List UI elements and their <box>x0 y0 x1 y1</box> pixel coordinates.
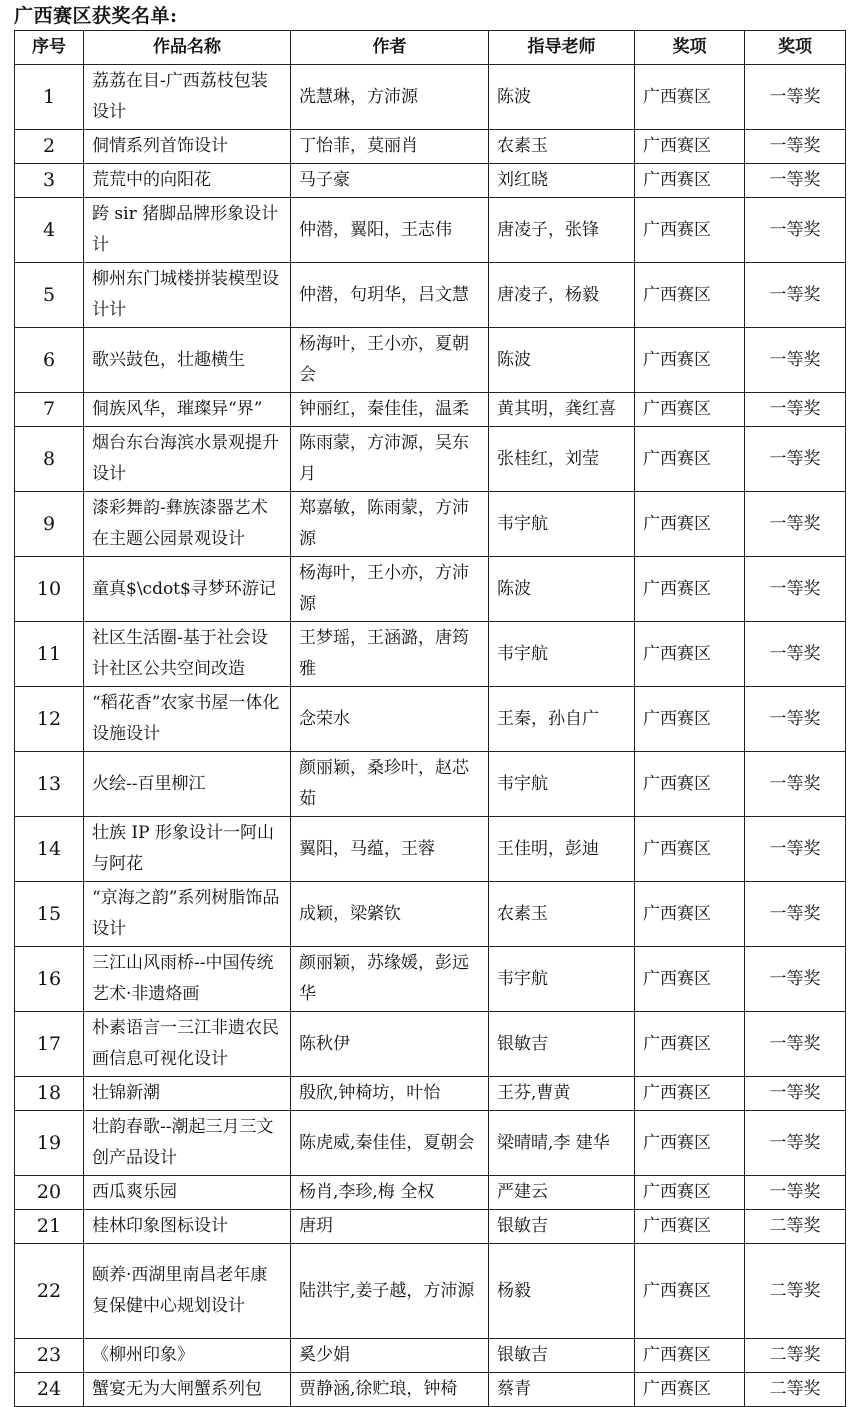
cell-work-title: 壮韵春歌--潮起三月三文创产品设计 <box>84 1111 291 1176</box>
cell-work-title: 火绘--百里柳江 <box>84 752 291 817</box>
cell-region: 广西赛区 <box>635 1012 745 1077</box>
cell-advisor: 陈波 <box>489 65 635 130</box>
table-row <box>15 1210 846 1244</box>
cell-authors: 杨海叶，王小亦，夏朝会 <box>291 328 489 393</box>
cell-award: 一等奖 <box>745 817 846 882</box>
cell-authors: 马子豪 <box>291 164 489 198</box>
cell-region: 广西赛区 <box>635 817 745 882</box>
cell-award: 二等奖 <box>745 1339 846 1373</box>
cell-advisor: 张桂红，刘莹 <box>489 427 635 492</box>
cell-authors: 陈秋伊 <box>291 1012 489 1077</box>
cell-authors: 念荣水 <box>291 687 489 752</box>
cell-award: 一等奖 <box>745 164 846 198</box>
cell-authors: 郑嘉敏，陈雨蒙，方沛源 <box>291 492 489 557</box>
cell-award: 一等奖 <box>745 393 846 427</box>
cell-advisor: 唐凌子，张锋 <box>489 198 635 263</box>
cell-award: 一等奖 <box>745 198 846 263</box>
column-header-award: 奖项 <box>745 31 846 65</box>
cell-region: 广西赛区 <box>635 622 745 687</box>
cell-number: 17 <box>15 1012 84 1077</box>
cell-work-title: “京海之韵”系列树脂饰品设计 <box>84 882 291 947</box>
cell-advisor: 王芬,曹黄 <box>489 1077 635 1111</box>
awards-table <box>14 30 846 1407</box>
cell-work-title: 漆彩舞韵-彝族漆器艺术在主题公园景观设计 <box>84 492 291 557</box>
table-row <box>15 622 846 687</box>
cell-work-title: 柳州东门城楼拼装模型设计计 <box>84 263 291 328</box>
cell-award: 一等奖 <box>745 557 846 622</box>
cell-authors: 奚少娟 <box>291 1339 489 1373</box>
cell-number: 21 <box>15 1210 84 1244</box>
table-row <box>15 687 846 752</box>
cell-number: 7 <box>15 393 84 427</box>
table-row <box>15 164 846 198</box>
cell-award: 二等奖 <box>745 1244 846 1339</box>
cell-advisor: 王秦，孙自广 <box>489 687 635 752</box>
cell-advisor: 韦宇航 <box>489 622 635 687</box>
cell-number: 6 <box>15 328 84 393</box>
cell-award: 一等奖 <box>745 687 846 752</box>
cell-advisor: 韦宇航 <box>489 947 635 1012</box>
table-row <box>15 65 846 130</box>
cell-award: 一等奖 <box>745 65 846 130</box>
table-header-row <box>15 31 846 65</box>
cell-region: 广西赛区 <box>635 65 745 130</box>
cell-advisor: 陈波 <box>489 557 635 622</box>
cell-region: 广西赛区 <box>635 328 745 393</box>
cell-number: 5 <box>15 263 84 328</box>
cell-work-title: 侗情系列首饰设计 <box>84 130 291 164</box>
cell-work-title: 《柳州印象》 <box>84 1339 291 1373</box>
cell-advisor: 王佳明，彭迪 <box>489 817 635 882</box>
cell-award: 一等奖 <box>745 1077 846 1111</box>
table-row <box>15 263 846 328</box>
cell-advisor: 唐凌子，杨毅 <box>489 263 635 328</box>
cell-number: 14 <box>15 817 84 882</box>
cell-number: 23 <box>15 1339 84 1373</box>
cell-advisor: 农素玉 <box>489 130 635 164</box>
page-title: 广西赛区获奖名单: <box>14 5 178 27</box>
cell-award: 二等奖 <box>745 1373 846 1407</box>
cell-number: 15 <box>15 882 84 947</box>
cell-region: 广西赛区 <box>635 882 745 947</box>
cell-region: 广西赛区 <box>635 687 745 752</box>
cell-award: 一等奖 <box>745 752 846 817</box>
table-row <box>15 947 846 1012</box>
cell-award: 一等奖 <box>745 882 846 947</box>
cell-work-title: 朴素语言一三江非遗农民 画信息可视化设计 <box>84 1012 291 1077</box>
cell-number: 13 <box>15 752 84 817</box>
cell-authors: 钟丽红，秦佳佳，温柔 <box>291 393 489 427</box>
table-row <box>15 393 846 427</box>
table-row <box>15 882 846 947</box>
cell-work-title: 烟台东台海滨水景观提升设计 <box>84 427 291 492</box>
cell-advisor: 严建云 <box>489 1176 635 1210</box>
cell-region: 广西赛区 <box>635 427 745 492</box>
cell-number: 3 <box>15 164 84 198</box>
column-header-advisor: 指导老师 <box>489 31 635 65</box>
cell-number: 9 <box>15 492 84 557</box>
cell-advisor: 韦宇航 <box>489 752 635 817</box>
cell-work-title: 社区生活圈-基于社会设计社区公共空间改造 <box>84 622 291 687</box>
cell-region: 广西赛区 <box>635 557 745 622</box>
table-row <box>15 198 846 263</box>
cell-authors: 颜丽颖，苏缘媛，彭远华 <box>291 947 489 1012</box>
cell-work-title: 三江山风雨桥--中国传统艺术·非遗烙画 <box>84 947 291 1012</box>
cell-award: 一等奖 <box>745 1012 846 1077</box>
cell-authors: 冼慧琳，方沛源 <box>291 65 489 130</box>
cell-authors: 王梦瑶，王涵潞，唐筠雅 <box>291 622 489 687</box>
cell-authors: 陆洪宇,姜子越，方沛源 <box>291 1244 489 1339</box>
cell-advisor: 韦宇航 <box>489 492 635 557</box>
table-row <box>15 1244 846 1339</box>
cell-award: 二等奖 <box>745 1210 846 1244</box>
table-row <box>15 130 846 164</box>
cell-advisor: 银敏吉 <box>489 1012 635 1077</box>
cell-work-title: 桂林印象图标设计 <box>84 1210 291 1244</box>
cell-work-title: 歌兴鼓色，壮趣横生 <box>84 328 291 393</box>
cell-region: 广西赛区 <box>635 492 745 557</box>
cell-work-title: 西瓜爽乐园 <box>84 1176 291 1210</box>
cell-authors: 贾静涵,徐贮琅，钟椅 <box>291 1373 489 1407</box>
table-row <box>15 328 846 393</box>
cell-work-title: 壮族 IP 形象设计一阿山与阿花 <box>84 817 291 882</box>
cell-authors: 陈雨蒙，方沛源，吴东月 <box>291 427 489 492</box>
cell-advisor: 银敏吉 <box>489 1339 635 1373</box>
cell-number: 4 <box>15 198 84 263</box>
cell-award: 一等奖 <box>745 328 846 393</box>
table-row <box>15 817 846 882</box>
cell-award: 一等奖 <box>745 947 846 1012</box>
cell-authors: 仲潜，翼阳，王志伟 <box>291 198 489 263</box>
cell-authors: 颜丽颖，桑珍叶，赵芯茹 <box>291 752 489 817</box>
cell-advisor: 陈波 <box>489 328 635 393</box>
cell-region: 广西赛区 <box>635 198 745 263</box>
cell-award: 一等奖 <box>745 1176 846 1210</box>
cell-region: 广西赛区 <box>635 1210 745 1244</box>
cell-work-title: 跨 sir 猪脚品牌形象设计计 <box>84 198 291 263</box>
table-row <box>15 492 846 557</box>
cell-region: 广西赛区 <box>635 263 745 328</box>
cell-advisor: 蔡青 <box>489 1373 635 1407</box>
table-row <box>15 1111 846 1176</box>
cell-number: 20 <box>15 1176 84 1210</box>
cell-number: 8 <box>15 427 84 492</box>
cell-work-title: 侗族风华，璀璨异“界” <box>84 393 291 427</box>
cell-number: 2 <box>15 130 84 164</box>
column-header-no: 序号 <box>15 31 84 65</box>
cell-authors: 仲潜，句玥华，吕文慧 <box>291 263 489 328</box>
cell-work-title: 壮锦新潮 <box>84 1077 291 1111</box>
cell-number: 1 <box>15 65 84 130</box>
cell-award: 一等奖 <box>745 427 846 492</box>
cell-region: 广西赛区 <box>635 1176 745 1210</box>
cell-region: 广西赛区 <box>635 1244 745 1339</box>
cell-region: 广西赛区 <box>635 947 745 1012</box>
cell-work-title: 荒荒中的向阳花 <box>84 164 291 198</box>
column-header-work: 作品名称 <box>84 31 291 65</box>
cell-number: 11 <box>15 622 84 687</box>
cell-work-title: 颐养·西湖里南昌老年康 复保健中心规划设计 <box>84 1244 291 1339</box>
cell-number: 22 <box>15 1244 84 1339</box>
cell-region: 广西赛区 <box>635 752 745 817</box>
cell-work-title: 蟹宴无为大闸蟹系列包 <box>84 1373 291 1407</box>
cell-number: 24 <box>15 1373 84 1407</box>
cell-work-title: “稻花香”农家书屋一体化设施设计 <box>84 687 291 752</box>
cell-advisor: 刘红晓 <box>489 164 635 198</box>
column-header-authors: 作者 <box>291 31 489 65</box>
cell-authors: 殷欣,钟椅坊，叶怡 <box>291 1077 489 1111</box>
cell-number: 10 <box>15 557 84 622</box>
table-row <box>15 557 846 622</box>
cell-work-title: 荔荔在目-广西荔枝包装设计 <box>84 65 291 130</box>
cell-authors: 杨海叶，王小亦，方沛源 <box>291 557 489 622</box>
cell-region: 广西赛区 <box>635 164 745 198</box>
cell-award: 一等奖 <box>745 130 846 164</box>
cell-region: 广西赛区 <box>635 1373 745 1407</box>
cell-number: 12 <box>15 687 84 752</box>
cell-advisor: 杨毅 <box>489 1244 635 1339</box>
table-row <box>15 1176 846 1210</box>
cell-advisor: 梁晴晴,李 建华 <box>489 1111 635 1176</box>
cell-region: 广西赛区 <box>635 1077 745 1111</box>
cell-region: 广西赛区 <box>635 393 745 427</box>
cell-number: 19 <box>15 1111 84 1176</box>
table-row <box>15 427 846 492</box>
table-row <box>15 752 846 817</box>
cell-number: 18 <box>15 1077 84 1111</box>
table-row <box>15 1012 846 1077</box>
column-header-region: 奖项 <box>635 31 745 65</box>
table-row <box>15 1077 846 1111</box>
cell-award: 一等奖 <box>745 263 846 328</box>
cell-authors: 陈虎威,秦佳佳，夏朝会 <box>291 1111 489 1176</box>
cell-region: 广西赛区 <box>635 1339 745 1373</box>
cell-region: 广西赛区 <box>635 1111 745 1176</box>
cell-region: 广西赛区 <box>635 130 745 164</box>
table-row <box>15 1339 846 1373</box>
cell-award: 一等奖 <box>745 622 846 687</box>
cell-advisor: 黄其明，龚红喜 <box>489 393 635 427</box>
cell-advisor: 农素玉 <box>489 882 635 947</box>
cell-authors: 杨肖,李珍,梅 全权 <box>291 1176 489 1210</box>
cell-advisor: 银敏吉 <box>489 1210 635 1244</box>
cell-work-title: 童真$\cdot$寻梦环游记 <box>84 557 291 622</box>
cell-number: 16 <box>15 947 84 1012</box>
cell-authors: 翼阳，马蕴，王蓉 <box>291 817 489 882</box>
cell-authors: 丁怡菲，莫丽肖 <box>291 130 489 164</box>
cell-authors: 唐玥 <box>291 1210 489 1244</box>
cell-award: 一等奖 <box>745 492 846 557</box>
cell-authors: 成颖，梁綮钦 <box>291 882 489 947</box>
cell-award: 一等奖 <box>745 1111 846 1176</box>
